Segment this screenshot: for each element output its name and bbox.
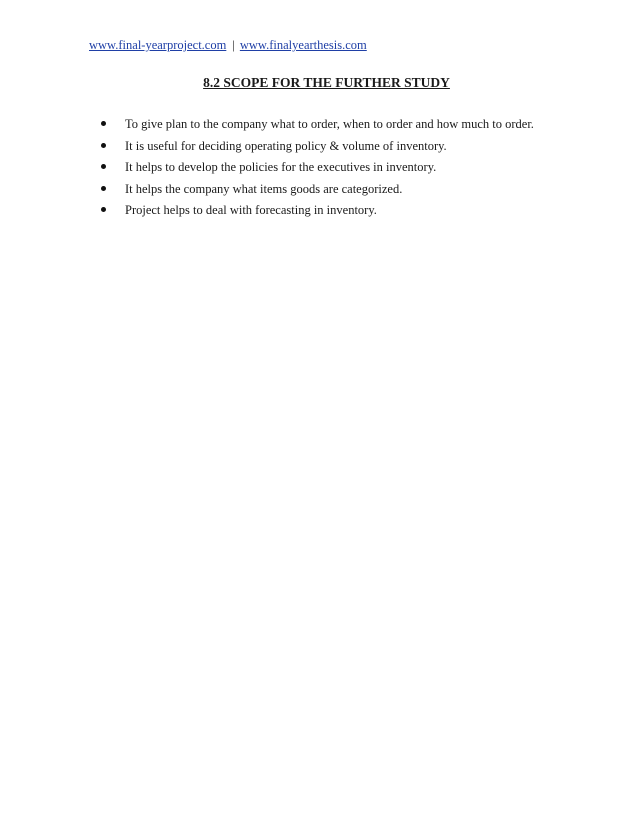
bullet-icon bbox=[101, 207, 106, 212]
finalyearthesis-link[interactable]: www.finalyearthesis.com bbox=[239, 38, 367, 52]
section-title-text: 8.2 SCOPE FOR THE FURTHER STUDY bbox=[203, 75, 450, 90]
bullet-icon bbox=[101, 186, 106, 191]
bullet-text: It helps to develop the policies for the executives in inventory. bbox=[125, 160, 437, 174]
bullet-text: To give plan to the company what to order, when to order and how much to order. bbox=[125, 117, 534, 131]
section-heading bbox=[0, 74, 638, 92]
header-links bbox=[89, 37, 367, 53]
final-yearproject-link[interactable]: www.final-yearproject.com bbox=[89, 38, 227, 52]
bullet-text: It is useful for deciding operating policy & volume of inventory. bbox=[125, 138, 447, 153]
bullet-icon bbox=[101, 164, 106, 169]
bullet-icon bbox=[101, 121, 106, 126]
bullet-icon bbox=[101, 143, 106, 148]
header-separator: | bbox=[232, 38, 235, 52]
bullet-text: Project helps to deal with forecasting in inventory. bbox=[125, 203, 377, 217]
bullet-text: It helps the company what items goods are categorized. bbox=[125, 181, 403, 196]
